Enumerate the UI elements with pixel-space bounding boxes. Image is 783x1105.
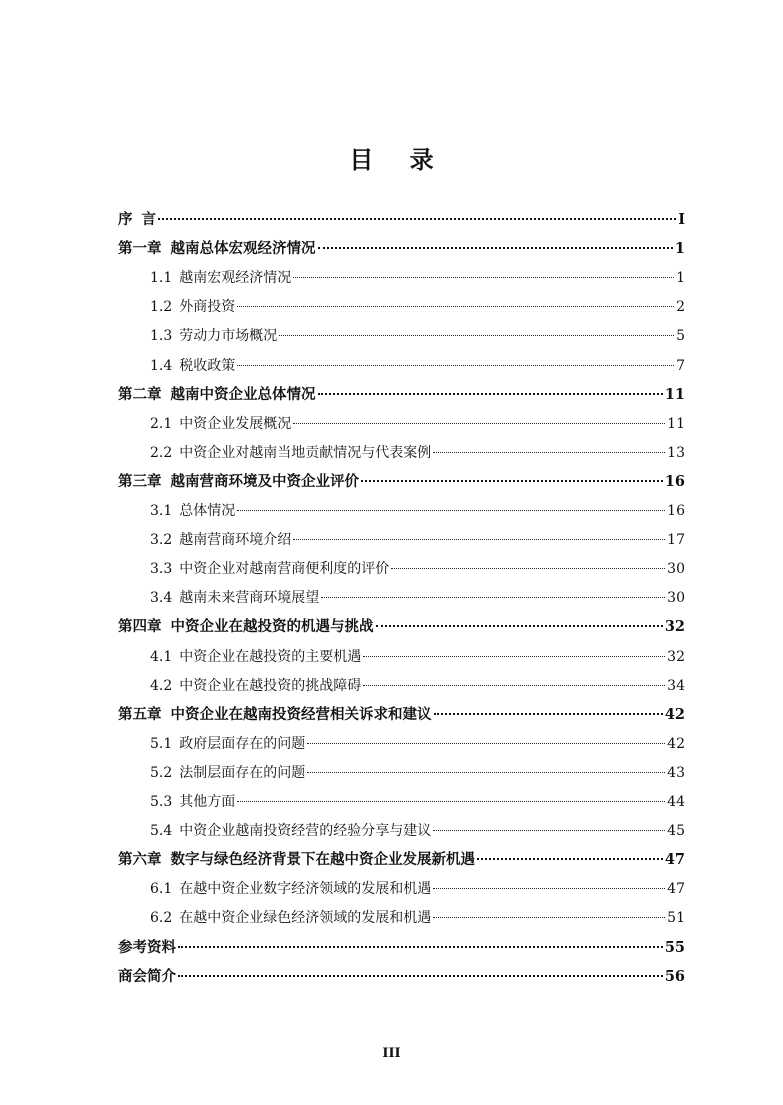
page-number: III (382, 1046, 401, 1061)
toc-entry-page: 16 (664, 473, 685, 490)
toc-entry-label: 其他方面 (179, 794, 236, 810)
dot-leader (318, 393, 663, 395)
toc-entry-title (118, 849, 475, 871)
toc-entry-section[interactable] (150, 791, 685, 813)
toc-entry-page: 47 (664, 851, 685, 868)
toc-entry-title (150, 733, 305, 755)
toc-entry-label: 总体情况 (179, 503, 236, 519)
toc-entry-section[interactable] (150, 296, 685, 318)
toc-entry-chapter[interactable] (118, 384, 685, 406)
toc-entry-label: 越南营商环境介绍 (179, 532, 292, 548)
toc-entry-title (150, 500, 235, 522)
toc-entry-number: 第三章 (118, 473, 162, 490)
dot-leader (361, 480, 663, 482)
toc-entry-title (150, 442, 431, 464)
toc-entry-number: 5.2 (150, 765, 173, 781)
toc-entry-title (118, 209, 156, 231)
toc-entry-section[interactable] (150, 878, 685, 900)
dot-leader (237, 365, 674, 366)
toc-entry-section[interactable] (150, 529, 685, 551)
toc-entry-label: 中资企业在越投资的挑战障碍 (179, 678, 362, 694)
toc-entry-page: 56 (664, 968, 685, 985)
toc-entry-chapter[interactable] (118, 966, 685, 988)
toc-entry-chapter[interactable] (118, 238, 685, 260)
toc-entry-page: 1 (674, 240, 685, 257)
toc-entry-chapter[interactable] (118, 704, 685, 726)
toc-entry-number: 序 (118, 211, 133, 228)
toc-entry-number: 1.1 (150, 270, 173, 286)
toc-entry-title (150, 413, 291, 435)
dot-leader (433, 452, 665, 453)
page-title: 目 录 (349, 146, 448, 174)
toc-entry-chapter[interactable] (118, 209, 685, 231)
toc-entry-title (150, 675, 361, 697)
toc-entry-page: 30 (667, 561, 685, 577)
toc-entry-page: 13 (667, 445, 685, 461)
dot-leader (237, 510, 665, 511)
toc-entry-label: 越南营商环境及中资企业评价 (170, 473, 359, 490)
toc-entry-chapter[interactable] (118, 616, 685, 638)
toc-entry-chapter[interactable] (118, 849, 685, 871)
toc-entry-label: 在越中资企业数字经济领域的发展和机遇 (179, 881, 432, 897)
dot-leader (321, 597, 665, 598)
dot-leader (158, 218, 676, 220)
toc-entry-title (118, 704, 432, 726)
dot-leader (307, 743, 665, 744)
dot-leader (237, 801, 665, 802)
dot-leader (376, 625, 663, 627)
toc-entry-label: 言 (141, 211, 156, 228)
toc-entry-section[interactable] (150, 587, 685, 609)
toc-entry-title (150, 587, 319, 609)
toc-entry-title (150, 820, 431, 842)
toc-entry-page: 7 (676, 358, 685, 374)
toc-entry-label: 政府层面存在的问题 (179, 736, 306, 752)
toc-entry-number: 3.4 (150, 590, 173, 606)
toc-entry-number: 2.2 (150, 445, 173, 461)
toc-entry-page: 11 (664, 386, 685, 403)
toc-entry-title (118, 384, 316, 406)
toc-entry-label: 越南总体宏观经济情况 (170, 240, 316, 257)
toc-entry-page: 55 (664, 939, 685, 956)
toc-entry-label: 法制层面存在的问题 (179, 765, 306, 781)
toc-entry-number: 4.1 (150, 649, 173, 665)
toc-entry-section[interactable] (150, 267, 685, 289)
toc-entry-section[interactable] (150, 413, 685, 435)
toc-entry-page: 42 (667, 736, 685, 752)
toc-entry-label: 外商投资 (179, 299, 236, 315)
toc-entry-section[interactable] (150, 500, 685, 522)
toc-entry-label: 越南中资企业总体情况 (170, 386, 316, 403)
dot-leader (363, 685, 665, 686)
toc-entry-title (150, 267, 291, 289)
toc-entry-title (150, 558, 389, 580)
dot-leader (237, 306, 674, 307)
toc-entry-page: 45 (667, 823, 685, 839)
toc-entry-chapter[interactable] (118, 471, 685, 493)
toc-entry-title (150, 791, 235, 813)
toc-entry-label: 中资企业对越南当地贡献情况与代表案例 (179, 445, 432, 461)
toc-entry-page: 34 (667, 678, 685, 694)
toc-entry-page: 5 (676, 328, 685, 344)
toc-entry-title (150, 355, 235, 377)
dot-leader (307, 772, 665, 773)
dot-leader (434, 713, 663, 715)
dot-leader (178, 975, 663, 977)
toc-entry-number: 1.2 (150, 299, 173, 315)
toc-entry-section[interactable] (150, 733, 685, 755)
dot-leader (477, 858, 663, 860)
toc-entry-number: 1.4 (150, 358, 173, 374)
toc-entry-label: 中资企业越南投资经营的经验分享与建议 (179, 823, 432, 839)
toc-entry-page: 2 (676, 299, 685, 315)
toc-entry-number: 5.3 (150, 794, 173, 810)
toc-entry-label: 税收政策 (179, 358, 236, 374)
toc-entry-number: 第五章 (118, 706, 162, 723)
toc-entry-number: 2.1 (150, 416, 173, 432)
toc-entry-page: 30 (667, 590, 685, 606)
toc-entry-title (150, 762, 305, 784)
toc-entry-title (118, 471, 359, 493)
dot-leader (293, 277, 674, 278)
toc-entry-page: 44 (667, 794, 685, 810)
toc-entry-number: 第一章 (118, 240, 162, 257)
toc-entry-label: 数字与绿色经济背景下在越中资企业发展新机遇 (170, 851, 475, 868)
toc-entry-title (150, 529, 291, 551)
toc-entry-title (150, 646, 361, 668)
dot-leader (279, 335, 674, 336)
toc-entry-page: 32 (667, 649, 685, 665)
toc-entry-label: 中资企业在越投资的机遇与挑战 (170, 618, 374, 635)
toc-entry-title (150, 296, 235, 318)
toc-entry-title (150, 878, 431, 900)
toc-entry-label: 越南未来营商环境展望 (179, 590, 320, 606)
dot-leader (293, 539, 665, 540)
toc-entry-label: 中资企业发展概况 (179, 416, 292, 432)
toc-entry-number: 5.4 (150, 823, 173, 839)
toc-entry-label: 中资企业在越南投资经营相关诉求和建议 (170, 706, 432, 723)
toc-entry-title (118, 616, 374, 638)
toc-entry-number: 5.1 (150, 736, 173, 752)
toc-entry-number: 1.3 (150, 328, 173, 344)
toc-entry-section[interactable] (150, 907, 685, 929)
toc-entry-label: 参考资料 (118, 939, 176, 956)
toc-entry-number: 3.3 (150, 561, 173, 577)
dot-leader (433, 888, 665, 889)
toc-entry-label: 中资企业在越投资的主要机遇 (179, 649, 362, 665)
toc-entry-section[interactable] (150, 558, 685, 580)
dot-leader (433, 917, 665, 918)
toc-entry-label: 中资企业对越南营商便利度的评价 (179, 561, 390, 577)
toc-entry-page: 42 (664, 706, 685, 723)
toc-entry-section[interactable] (150, 442, 685, 464)
dot-leader (363, 656, 665, 657)
toc-entry-label: 劳动力市场概况 (179, 328, 278, 344)
dot-leader (433, 830, 665, 831)
toc-entry-label: 商会简介 (118, 968, 176, 985)
toc-entry-page: 32 (664, 618, 685, 635)
dot-leader (318, 247, 673, 249)
toc-entry-number: 第二章 (118, 386, 162, 403)
toc-entry-number: 4.2 (150, 678, 173, 694)
toc-entry-section[interactable] (150, 355, 685, 377)
toc-entry-number: 第六章 (118, 851, 162, 868)
toc-entry-section[interactable] (150, 820, 685, 842)
toc-entry-title (150, 325, 277, 347)
toc-entry-title (118, 966, 176, 988)
toc-entry-number: 3.2 (150, 532, 173, 548)
toc-entry-section[interactable] (150, 325, 685, 347)
toc-entry-title (150, 907, 431, 929)
toc-entry-label: 越南宏观经济情况 (179, 270, 292, 286)
toc-entry-page: 51 (667, 910, 685, 926)
dot-leader (391, 568, 665, 569)
toc-entry-title (118, 238, 316, 260)
toc-entry-chapter[interactable] (118, 937, 685, 959)
toc-entry-section[interactable] (150, 762, 685, 784)
toc-entry-page: I (678, 211, 685, 228)
toc-entry-section[interactable] (150, 675, 685, 697)
toc-entry-page: 43 (667, 765, 685, 781)
toc-entry-page: 17 (667, 532, 685, 548)
toc-entry-title (118, 937, 176, 959)
toc-entry-number: 第四章 (118, 618, 162, 635)
toc-entry-number: 6.1 (150, 881, 173, 897)
toc-entry-number: 3.1 (150, 503, 173, 519)
toc-entry-page: 1 (676, 270, 685, 286)
toc-entry-number: 6.2 (150, 910, 173, 926)
toc-entry-label: 在越中资企业绿色经济领域的发展和机遇 (179, 910, 432, 926)
toc-entry-section[interactable] (150, 646, 685, 668)
dot-leader (178, 946, 663, 948)
toc-entry-page: 11 (667, 416, 685, 432)
toc-entry-page: 16 (667, 503, 685, 519)
dot-leader (293, 423, 665, 424)
toc-entry-page: 47 (667, 881, 685, 897)
